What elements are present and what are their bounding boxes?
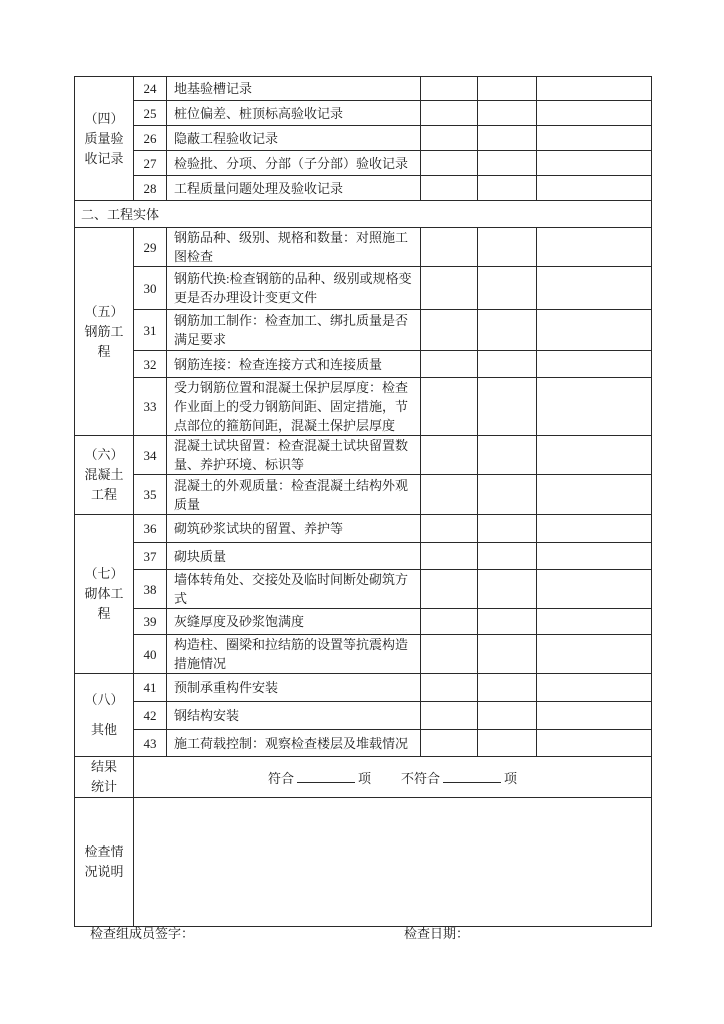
conform-label: 符合 <box>267 771 294 786</box>
category-cell-concrete <box>75 436 134 515</box>
item-description: 钢筋品种、级别、规格和数量：对照施工图检查 <box>167 228 421 267</box>
blank-cell <box>421 101 478 126</box>
blank-cell <box>478 515 537 543</box>
category-label-line: 质量验 <box>84 130 124 146</box>
item-description: 桩位偏差、桩顶标高验收记录 <box>167 101 421 126</box>
blank-cell <box>478 730 537 757</box>
table-row <box>75 378 652 436</box>
result-label-line: 统计 <box>90 779 117 794</box>
category-cell-masonry <box>75 515 134 674</box>
category-label-line: 收记录 <box>84 150 124 166</box>
table-row <box>75 543 652 570</box>
blank-cell <box>478 310 537 351</box>
blank-cell <box>421 570 478 609</box>
blank-cell <box>478 101 537 126</box>
blank-cell <box>421 436 478 475</box>
item-description: 预制承重构件安装 <box>167 674 421 702</box>
category-label-line: （六） <box>84 447 124 462</box>
inspection-table <box>74 76 652 927</box>
conform-count-blank <box>297 770 355 783</box>
blank-cell <box>478 570 537 609</box>
blank-cell <box>537 151 652 176</box>
table-row <box>75 77 652 101</box>
item-description: 检验批、分项、分部（子分部）验收记录 <box>167 151 421 176</box>
blank-cell <box>478 378 537 436</box>
item-description: 钢筋加工制作：检查加工、绑扎质量是否满足要求 <box>167 310 421 351</box>
blank-cell <box>537 674 652 702</box>
item-number: 41 <box>134 674 167 702</box>
item-number: 26 <box>134 126 167 151</box>
blank-cell <box>421 515 478 543</box>
blank-cell <box>537 228 652 267</box>
category-label-line: 砌体工 <box>84 586 124 601</box>
blank-cell <box>478 77 537 101</box>
blank-cell <box>537 570 652 609</box>
blank-cell <box>478 609 537 635</box>
notes-content-cell <box>134 798 652 927</box>
category-label-line: 工程 <box>90 487 117 502</box>
category-label-line: （五） <box>84 303 124 319</box>
item-number: 36 <box>134 515 167 543</box>
item-description: 砌筑砂浆试块的留置、养护等 <box>167 515 421 543</box>
table-row <box>75 228 652 267</box>
category-cell-rebar <box>75 228 134 436</box>
table-row <box>75 515 652 543</box>
blank-cell <box>421 176 478 201</box>
blank-cell <box>421 674 478 702</box>
item-number: 34 <box>134 436 167 475</box>
blank-cell <box>537 635 652 674</box>
blank-cell <box>537 101 652 126</box>
conform-unit: 项 <box>357 771 371 786</box>
blank-cell <box>421 543 478 570</box>
item-description: 灰缝厚度及砂浆饱满度 <box>167 609 421 635</box>
table-row <box>75 609 652 635</box>
item-number: 40 <box>134 635 167 674</box>
blank-cell <box>537 378 652 436</box>
blank-cell <box>421 267 478 310</box>
item-number: 29 <box>134 228 167 267</box>
notes-label-cell <box>75 798 134 927</box>
category-label-line: 混凝土 <box>84 467 124 482</box>
nonconform-count-blank <box>443 770 501 783</box>
blank-cell <box>421 475 478 515</box>
blank-cell <box>421 730 478 757</box>
item-description: 钢筋代换:检查钢筋的品种、级别或规格变更是否办理设计变更文件 <box>167 267 421 310</box>
blank-cell <box>537 267 652 310</box>
blank-cell <box>537 436 652 475</box>
table-row <box>75 101 652 126</box>
table-row <box>75 570 652 609</box>
blank-cell <box>478 475 537 515</box>
item-number: 38 <box>134 570 167 609</box>
item-number: 37 <box>134 543 167 570</box>
blank-cell <box>537 543 652 570</box>
blank-cell <box>478 351 537 378</box>
blank-cell <box>537 730 652 757</box>
blank-cell <box>478 151 537 176</box>
blank-cell <box>478 436 537 475</box>
table-row <box>75 475 652 515</box>
blank-cell <box>421 702 478 730</box>
blank-cell <box>537 176 652 201</box>
blank-cell <box>421 310 478 351</box>
blank-cell <box>421 151 478 176</box>
category-label-line: （四） <box>84 110 124 126</box>
item-description: 地基验槽记录 <box>167 77 421 101</box>
item-description: 隐蔽工程验收记录 <box>167 126 421 151</box>
notes-label-line: 况说明 <box>84 864 124 879</box>
item-description: 施工荷载控制：观察检查楼层及堆载情况 <box>167 730 421 757</box>
item-number: 32 <box>134 351 167 378</box>
blank-cell <box>537 515 652 543</box>
category-label-line: 程 <box>97 606 111 621</box>
item-description: 构造柱、圈梁和拉结筋的设置等抗震构造措施情况 <box>167 635 421 674</box>
table-row <box>75 310 652 351</box>
blank-cell <box>421 635 478 674</box>
nonconform-label: 不符合 <box>401 771 441 786</box>
table-row <box>75 730 652 757</box>
notes-label-line: 检查情 <box>84 844 124 859</box>
category-cell-quality-acceptance <box>75 77 134 201</box>
item-number: 30 <box>134 267 167 310</box>
blank-cell <box>478 543 537 570</box>
date-label: 检查日期： <box>404 926 470 941</box>
item-number: 35 <box>134 475 167 515</box>
item-description: 混凝土的外观质量：检查混凝土结构外观质量 <box>167 475 421 515</box>
item-number: 28 <box>134 176 167 201</box>
table-row <box>75 351 652 378</box>
item-description: 混凝土试块留置：检查混凝土试块留置数量、养护环境、标识等 <box>167 436 421 475</box>
blank-cell <box>537 351 652 378</box>
item-number: 39 <box>134 609 167 635</box>
table-row <box>75 436 652 475</box>
category-label-line: （七） <box>84 566 124 581</box>
item-number: 31 <box>134 310 167 351</box>
nonconform-unit: 项 <box>504 771 518 786</box>
blank-cell <box>537 310 652 351</box>
blank-cell <box>421 378 478 436</box>
blank-cell <box>421 351 478 378</box>
blank-cell <box>478 702 537 730</box>
section-heading: 二、工程实体 <box>75 201 652 228</box>
table-row <box>75 635 652 674</box>
item-number: 27 <box>134 151 167 176</box>
category-label-line: 程 <box>97 343 111 359</box>
item-number: 25 <box>134 101 167 126</box>
blank-cell <box>478 228 537 267</box>
blank-cell <box>478 267 537 310</box>
item-description: 墙体转角处、交接处及临时间断处砌筑方式 <box>167 570 421 609</box>
blank-cell <box>537 702 652 730</box>
table-row <box>75 674 652 702</box>
item-description: 工程质量问题处理及验收记录 <box>167 176 421 201</box>
blank-cell <box>421 77 478 101</box>
blank-cell <box>537 609 652 635</box>
notes-row <box>75 798 652 927</box>
blank-cell <box>421 126 478 151</box>
blank-cell <box>421 609 478 635</box>
item-number: 24 <box>134 77 167 101</box>
table-row <box>75 267 652 310</box>
table-row <box>75 702 652 730</box>
item-description: 砌块质量 <box>167 543 421 570</box>
result-label-cell <box>75 757 134 798</box>
category-cell-other <box>75 674 134 757</box>
blank-cell <box>478 176 537 201</box>
item-number: 43 <box>134 730 167 757</box>
category-label-line: 钢筋工 <box>84 323 124 339</box>
table-row <box>75 151 652 176</box>
blank-cell <box>537 77 652 101</box>
item-description: 钢筋连接：检查连接方式和连接质量 <box>167 351 421 378</box>
category-label-line: 其他 <box>90 722 117 737</box>
section-row <box>75 201 652 228</box>
table-row <box>75 126 652 151</box>
result-row <box>75 757 652 798</box>
item-number: 42 <box>134 702 167 730</box>
result-label-line: 结果 <box>90 759 117 774</box>
table-row <box>75 176 652 201</box>
blank-cell <box>478 674 537 702</box>
item-number: 33 <box>134 378 167 436</box>
item-description: 受力钢筋位置和混凝土保护层厚度：检查作业面上的受力钢筋间距、固定措施，节点部位的箍筋间距，混凝土保护层厚度 <box>167 378 421 436</box>
blank-cell <box>478 126 537 151</box>
result-summary <box>134 757 652 798</box>
blank-cell <box>537 126 652 151</box>
item-description: 钢结构安装 <box>167 702 421 730</box>
blank-cell <box>421 228 478 267</box>
blank-cell <box>478 635 537 674</box>
signature-label: 检查组成员签字： <box>90 926 195 941</box>
category-label-line: （八） <box>84 692 124 707</box>
blank-cell <box>537 475 652 515</box>
